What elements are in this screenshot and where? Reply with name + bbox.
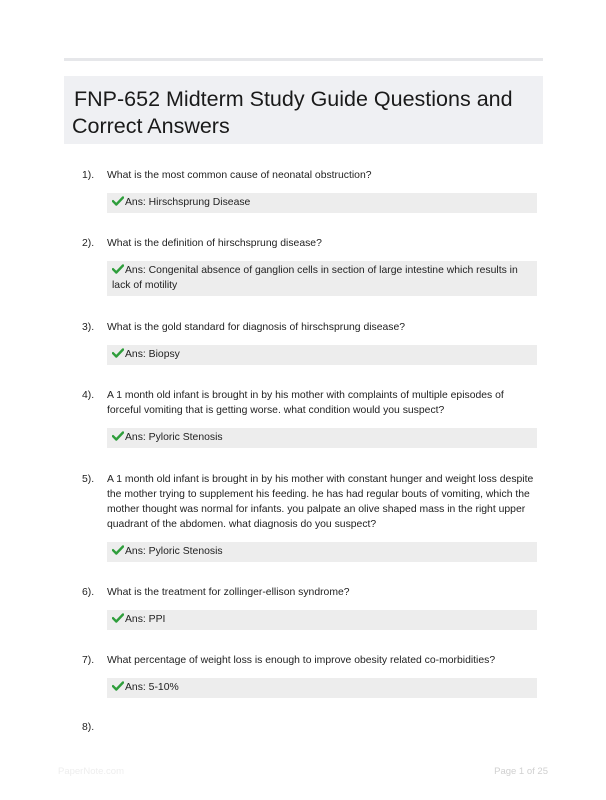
footer-watermark: PaperNote.com [58, 766, 125, 777]
answer-text: Ans: Biopsy [125, 349, 180, 360]
question-text: What is the definition of hirschsprung disease? [107, 238, 322, 249]
document-title: FNP-652 Midterm Study Guide Questions and Correct Answers [72, 87, 513, 138]
question-text: What is the most common cause of neonatal obstruction? [107, 170, 372, 181]
question-item-7 [82, 653, 537, 698]
answer-box [107, 193, 537, 213]
check-icon [112, 264, 124, 274]
question-number: 2). [82, 238, 95, 249]
question-item-3 [82, 320, 537, 365]
question-number: 7). [82, 655, 95, 666]
question-text: What percentage of weight loss is enough to improve obesity related co-morbidities? [107, 655, 496, 666]
question-text: A 1 month old infant is brought in by his mother with constant hunger and weight loss despite the mother trying to supplement his feeding. he has had regular bouts of vomiting, which the mother thought was normal for infants. you palpate an olive shaped mass in the right upper quadrant of the abdomen. what diagnosis do you suspect? [107, 474, 534, 530]
check-icon [112, 196, 124, 206]
answer-box [107, 428, 537, 448]
question-item-5 [82, 472, 537, 562]
answer-text: Ans: PPI [125, 614, 166, 625]
question-number: 4). [82, 390, 95, 401]
page-indicator: Page 1 of 25 [494, 766, 548, 777]
question-item-1 [82, 168, 537, 213]
question-item-8 [82, 720, 537, 735]
answer-box [107, 345, 537, 365]
question-number: 1). [82, 170, 95, 181]
question-text [107, 720, 537, 735]
question-number: 3). [82, 322, 95, 333]
top-divider [64, 58, 543, 61]
question-item-6 [82, 585, 537, 630]
answer-text: Ans: Pyloric Stenosis [125, 546, 223, 557]
question-item-2 [82, 236, 537, 296]
question-item-4 [82, 388, 537, 448]
answer-text: Ans: Hirschsprung Disease [125, 197, 251, 208]
answer-text: Ans: Congenital absence of ganglion cells in section of large intestine which results in lack of motility [112, 265, 518, 291]
answer-box [107, 678, 537, 698]
question-text: What is the gold standard for diagnosis of hirschsprung disease? [107, 322, 406, 333]
answer-text: Ans: Pyloric Stenosis [125, 432, 223, 443]
answer-box [107, 542, 537, 562]
answer-box [107, 610, 537, 630]
question-number: 5). [82, 474, 95, 485]
question-number: 6). [82, 587, 95, 598]
answer-box [107, 261, 537, 296]
check-icon [112, 431, 124, 441]
title-banner [64, 76, 543, 144]
check-icon [112, 348, 124, 358]
check-icon [112, 613, 124, 623]
question-number: 8). [82, 722, 95, 733]
check-icon [112, 545, 124, 555]
check-icon [112, 681, 124, 691]
question-text: What is the treatment for zollinger-ellison syndrome? [107, 587, 350, 598]
answer-text: Ans: 5-10% [125, 682, 179, 693]
question-text: A 1 month old infant is brought in by his mother with complaints of multiple episodes of forceful vomiting that is getting worse. what condition would you suspect? [107, 390, 504, 416]
